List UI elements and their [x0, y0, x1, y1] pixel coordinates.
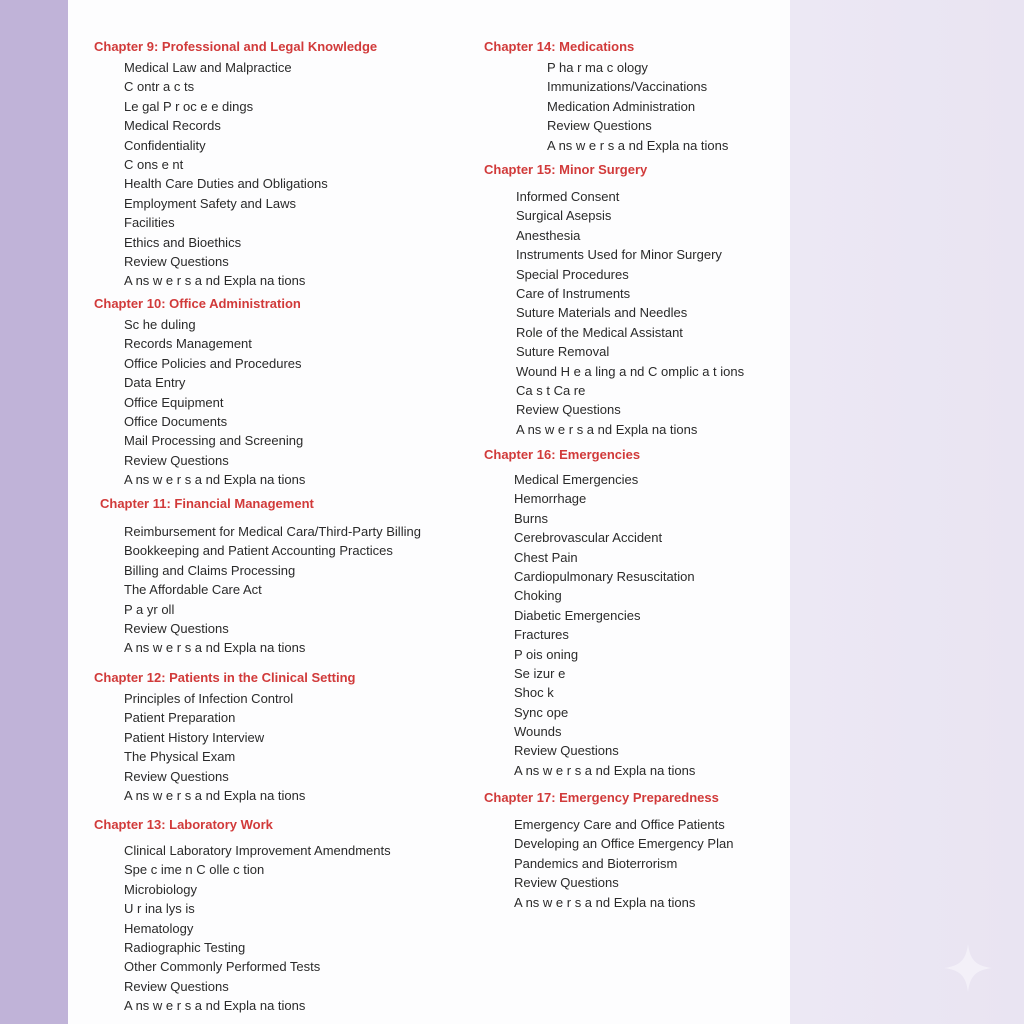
chapter-title: Chapter 9: Professional and Legal Knowledge [94, 39, 378, 54]
list-item: Ca s t Ca re [516, 382, 586, 398]
list-item: Office Equipment [124, 394, 224, 410]
list-item: Patient Preparation [124, 710, 236, 726]
list-item: Microbiology [124, 881, 197, 897]
list-item: Review Questions [124, 768, 229, 784]
list-item: Fractures [514, 627, 569, 643]
list-item: Pandemics and Bioterrorism [514, 855, 678, 871]
list-item: A ns w e r s a nd Expla na tions [124, 998, 306, 1014]
sparkle-icon [942, 942, 994, 994]
list-item: Suture Materials and Needles [516, 305, 688, 321]
list-item: Clinical Laboratory Improvement Amendments [124, 843, 391, 858]
list-item: A ns w e r s a nd Expla na tions [516, 421, 698, 437]
list-item: Review Questions [124, 253, 229, 269]
list-item: Sync ope [514, 704, 569, 720]
chapter-title: Chapter 13: Laboratory Work [94, 817, 273, 832]
list-item: Employment Safety and Laws [124, 195, 296, 211]
list-item: Billing and Claims Processing [124, 562, 296, 578]
list-item: Sc he duling [124, 317, 196, 332]
list-item: Principles of Infection Control [124, 691, 294, 706]
list-item: A ns w e r s a nd Expla na tions [124, 787, 306, 803]
list-item: P ois oning [514, 646, 579, 662]
chapter-title: Chapter 16: Emergencies [484, 447, 641, 462]
list-item: Immunizations/Vaccinations [547, 79, 708, 95]
list-item: Diabetic Emergencies [514, 607, 641, 623]
list-item: Care of Instruments [516, 285, 631, 301]
list-item: Reimbursement for Medical Cara/Third-Party Billing [124, 524, 421, 539]
list-item: Hematology [124, 920, 194, 936]
list-item: Medication Administration [547, 98, 696, 114]
list-item: Anesthesia [516, 227, 581, 243]
list-item: Special Procedures [516, 266, 629, 282]
list-item: A ns w e r s a nd Expla na tions [124, 472, 306, 488]
list-item: The Physical Exam [124, 749, 236, 765]
list-item: Medical Law and Malpractice [124, 60, 292, 75]
list-item: Choking [514, 588, 562, 604]
list-item: Data Entry [124, 375, 186, 391]
chapter-title: Chapter 10: Office Administration [94, 296, 301, 311]
chapter-11 [100, 493, 421, 658]
chapter-12 [94, 667, 356, 805]
list-item: Se izur e [514, 665, 566, 681]
list-item: Ethics and Bioethics [124, 234, 242, 250]
list-item: Burns [514, 510, 548, 526]
list-item: A ns w e r s a nd Expla na tions [514, 894, 696, 910]
list-item: Emergency Care and Office Patients [514, 817, 725, 832]
list-item: Wounds [514, 724, 562, 740]
list-item: Role of the Medical Assistant [516, 324, 683, 340]
list-item: A ns w e r s a nd Expla na tions [514, 762, 696, 778]
list-item: Confidentiality [124, 137, 206, 153]
list-item: Hemorrhage [514, 491, 587, 507]
list-item: Records Management [124, 336, 252, 352]
list-item: U r ina lys is [124, 901, 195, 917]
chapter-13 [94, 814, 391, 1016]
list-item: Suture Removal [516, 344, 610, 360]
list-item: Spe c ime n C olle c tion [124, 862, 265, 878]
chapter-title: Chapter 14: Medications [484, 39, 635, 54]
list-item: Radiographic Testing [124, 939, 246, 955]
list-item: P a yr oll [124, 601, 175, 617]
left-decorative-band [0, 0, 68, 1024]
chapter-16 [484, 444, 695, 780]
list-item: Review Questions [514, 743, 619, 759]
list-item: Informed Consent [516, 189, 620, 204]
chapter-title: Chapter 15: Minor Surgery [484, 162, 648, 177]
list-item: Instruments Used for Minor Surgery [516, 247, 722, 263]
right-decorative-band [790, 0, 1024, 1024]
list-item: Shoc k [514, 685, 554, 701]
list-item: Review Questions [547, 118, 652, 134]
chapter-15 [484, 159, 744, 439]
list-item: Bookkeeping and Patient Accounting Practices [124, 543, 393, 559]
list-item: Wound H e a ling a nd C omplic a t ions [516, 363, 745, 379]
list-item: Developing an Office Emergency Plan [514, 836, 734, 852]
list-item: Surgical Asepsis [516, 208, 612, 224]
list-item: Review Questions [124, 978, 229, 994]
list-item: Cerebrovascular Accident [514, 530, 663, 546]
list-item: Le gal P r oc e e dings [124, 98, 254, 114]
list-item: Office Documents [124, 413, 228, 429]
list-item: P ha r ma c ology [547, 60, 648, 75]
list-item: Review Questions [124, 620, 229, 636]
list-item: Review Questions [124, 452, 229, 468]
chapter-title: Chapter 12: Patients in the Clinical Setting [94, 670, 356, 685]
chapter-10 [94, 293, 305, 490]
list-item: The Affordable Care Act [124, 582, 262, 598]
list-item: Health Care Duties and Obligations [124, 176, 328, 192]
list-item: Office Policies and Procedures [124, 355, 302, 371]
list-item: Facilities [124, 215, 175, 231]
list-item: Patient History Interview [124, 729, 265, 745]
list-item: Review Questions [516, 402, 621, 418]
list-item: A ns w e r s a nd Expla na tions [124, 640, 306, 656]
list-item: Chest Pain [514, 549, 578, 565]
list-item: A ns w e r s a nd Expla na tions [547, 137, 729, 153]
chapter-title: Chapter 11: Financial Management [100, 496, 314, 511]
list-item: Cardiopulmonary Resuscitation [514, 568, 695, 584]
list-item: Medical Records [124, 118, 221, 134]
list-item: Review Questions [514, 875, 619, 891]
chapter-9 [94, 36, 377, 291]
chapter-title: Chapter 17: Emergency Preparedness [484, 790, 719, 805]
list-item: Mail Processing and Screening [124, 433, 304, 449]
list-item: C ons e nt [124, 156, 184, 172]
list-item: Medical Emergencies [514, 472, 639, 487]
chapter-14 [484, 36, 728, 155]
list-item: Other Commonly Performed Tests [124, 959, 321, 975]
list-item: A ns w e r s a nd Expla na tions [124, 273, 306, 289]
chapter-17 [484, 787, 733, 912]
list-item: C ontr a c ts [124, 79, 195, 95]
